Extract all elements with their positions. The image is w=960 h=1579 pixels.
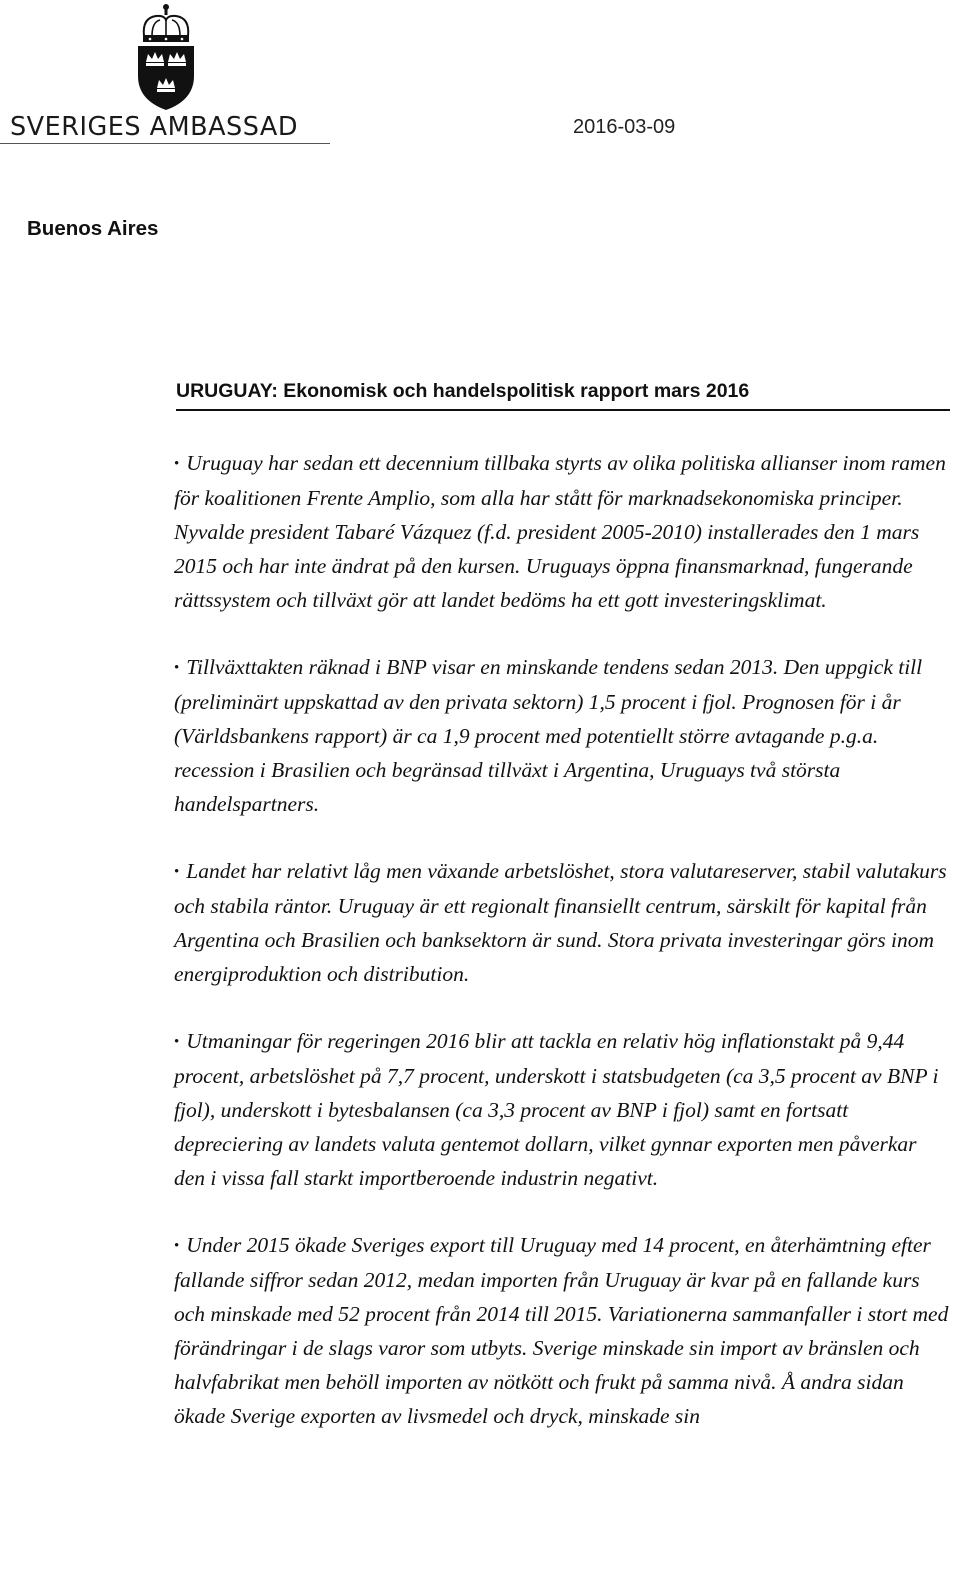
bullet-item bbox=[174, 1024, 949, 1195]
bullet-text: Uruguay har sedan ett decennium tillbaka styrts av olika politiska allianser inom ramen för koalitionen Frente Amplio, som alla har stått för marknadsekonomiska principer. Nyvalde president Tabaré Vázquez (f.d. president 2005-2010) installerades den 1 mars 2015 och har inte ändrat på den kursen. Uruguays öppna finansmarknad, fungerande rättssystem och tillväxt gör att landet bedöms ha ett gott investeringsklimat. bbox=[174, 451, 946, 612]
bullet-text: Landet har relativt låg men växande arbetslöshet, stora valutareserver, stabil valutakurs och stabila räntor. Uruguay är ett regionalt finansiellt centrum, särskilt för kapital från Argentina och Brasilien och banksektorn är sund. Stora privata investeringar görs inom energiproduktion och distribution. bbox=[174, 859, 947, 986]
bullet-text: Tillväxttakten räknad i BNP visar en minskande tendens sedan 2013. Den uppgick till (preliminärt uppskattad av den privata sektorn) 1,5 procent i fjol. Prognosen för i år (Världsbankens rapport) är ca 1,9 procent med potentiellt större avtagande p.g.a. recession i Brasilien och begränsad tillväxt i Argentina, Uruguays två största handelspartners. bbox=[174, 655, 923, 816]
embassy-logo bbox=[0, 0, 332, 150]
city-heading: Buenos Aires bbox=[27, 217, 159, 240]
bullet-item bbox=[174, 1228, 949, 1433]
bullet-item bbox=[174, 854, 949, 991]
bullet-text: Under 2015 ökade Sveriges export till Uruguay med 14 procent, en återhämtning efter fallande siffror sedan 2012, medan importen från Uruguay är kvar på en fallande kurs och minskade med 52 procent från 2014 till 2015. Variationerna sammanfaller i stort med förändringar i de slags varor som utbyts. Sverige minskade sin import av bränslen och halvfabrikat men behöll importen av nötkött och frukt på samma nivå. Å andra sidan ökade Sverige exporten av livsmedel och dryck, minskade sin bbox=[174, 1233, 949, 1428]
swedish-crest-icon bbox=[134, 2, 198, 112]
bullet-icon: • bbox=[174, 456, 180, 472]
bullet-item bbox=[174, 650, 949, 821]
bullet-icon: • bbox=[174, 1034, 180, 1050]
logo-divider bbox=[0, 143, 330, 144]
bullet-icon: • bbox=[174, 864, 180, 880]
bullet-list bbox=[174, 446, 949, 1466]
bullet-text: Utmaningar för regeringen 2016 blir att tackla en relativ hög inflationstakt på 9,44 procent, arbetslöshet på 7,7 procent, underskott i statsbudgeten (ca 3,5 procent av BNP i fjol), underskott i bytesbalansen (ca 3,3 procent av BNP i fjol) samt en fortsatt depreciering av landets valuta gentemot dollarn, vilket gynnar exporten men påverkar den i vissa fall starkt importberoende industrin negativt. bbox=[174, 1029, 939, 1190]
embassy-logo-text: SVERIGES AMBASSAD bbox=[10, 112, 298, 142]
bullet-item bbox=[174, 446, 949, 617]
bullet-icon: • bbox=[174, 660, 180, 676]
title-underline bbox=[176, 409, 950, 411]
bullet-icon: • bbox=[174, 1238, 180, 1254]
document-date: 2016-03-09 bbox=[573, 116, 676, 138]
report-title: URUGUAY: Ekonomisk och handelspolitisk rapport mars 2016 bbox=[176, 380, 750, 402]
